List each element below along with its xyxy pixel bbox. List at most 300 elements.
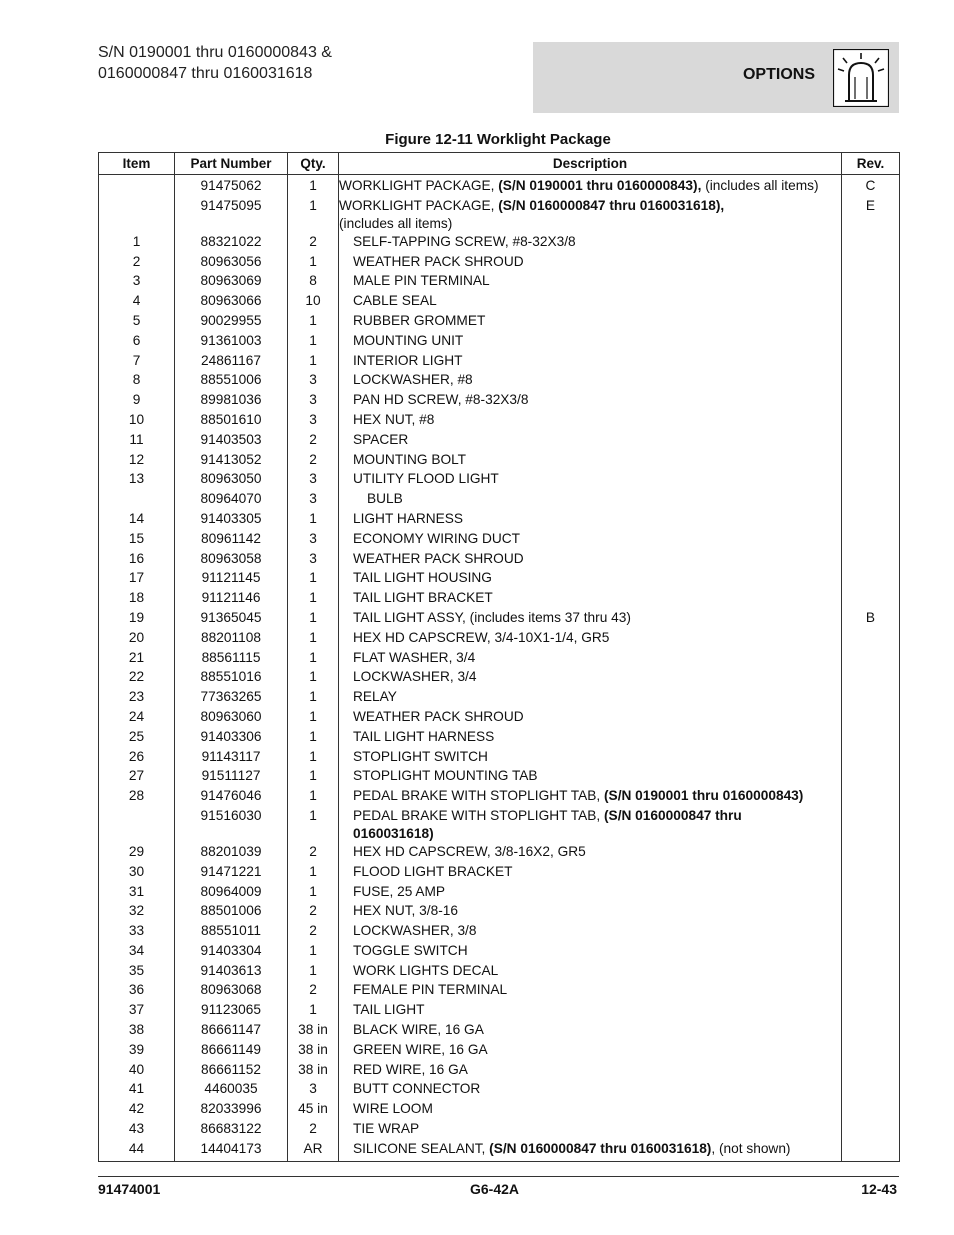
quantity: 1 xyxy=(288,589,339,609)
revision xyxy=(842,253,900,273)
part-number: 91365045 xyxy=(175,609,288,629)
column-header-rev: Rev. xyxy=(842,153,900,175)
quantity: 38 in xyxy=(288,1041,339,1061)
description-segment: TAIL LIGHT ASSY, (includes items 37 thru 43) xyxy=(353,609,631,625)
part-number: 91123065 xyxy=(175,1001,288,1021)
description xyxy=(339,1140,842,1161)
part-number: 80963068 xyxy=(175,981,288,1001)
quantity: 1 xyxy=(288,688,339,708)
part-number: 80963056 xyxy=(175,253,288,273)
revision xyxy=(842,843,900,863)
part-number: 86661149 xyxy=(175,1041,288,1061)
item-number: 3 xyxy=(99,272,175,292)
description xyxy=(339,1120,842,1140)
part-number: 86661152 xyxy=(175,1061,288,1081)
table-row xyxy=(99,649,900,669)
description xyxy=(339,1061,842,1081)
item-number: 8 xyxy=(99,371,175,391)
description xyxy=(339,787,842,807)
item-number: 7 xyxy=(99,352,175,372)
description-text xyxy=(339,312,841,330)
description-segment: (includes all items) xyxy=(339,215,453,231)
revision xyxy=(842,589,900,609)
description xyxy=(339,530,842,550)
part-number: 88321022 xyxy=(175,233,288,253)
description xyxy=(339,609,842,629)
item-number: 40 xyxy=(99,1061,175,1081)
item-number: 44 xyxy=(99,1140,175,1161)
revision xyxy=(842,550,900,570)
description-serial-range: (S/N 0190001 thru 0160000843), xyxy=(498,178,702,193)
description-segment: TAIL LIGHT HOUSING xyxy=(353,570,492,586)
item-number: 26 xyxy=(99,748,175,768)
description-segment: LOCKWASHER, 3/8 xyxy=(353,923,477,939)
description-segment: WEATHER PACK SHROUD xyxy=(353,253,524,269)
quantity: 3 xyxy=(288,550,339,570)
description xyxy=(339,748,842,768)
part-number: 80961142 xyxy=(175,530,288,550)
description-segment: HEX NUT, #8 xyxy=(353,411,435,427)
table-header-row xyxy=(99,153,900,175)
description-segment: TAIL LIGHT BRACKET xyxy=(353,590,493,606)
table-row xyxy=(99,510,900,530)
description xyxy=(339,292,842,312)
quantity: 2 xyxy=(288,233,339,253)
table-row xyxy=(99,1100,900,1120)
description-text xyxy=(339,569,841,587)
quantity: 1 xyxy=(288,767,339,787)
revision xyxy=(842,807,900,843)
revision xyxy=(842,490,900,510)
part-number: 91361003 xyxy=(175,332,288,352)
description-segment: BUTT CONNECTOR xyxy=(353,1081,481,1097)
part-number: 91413052 xyxy=(175,451,288,471)
quantity: 1 xyxy=(288,609,339,629)
quantity: 1 xyxy=(288,175,339,197)
description xyxy=(339,767,842,787)
description-text xyxy=(339,1041,841,1059)
part-number: 88551011 xyxy=(175,922,288,942)
item-number: 32 xyxy=(99,902,175,922)
description-text xyxy=(339,1080,841,1098)
description xyxy=(339,728,842,748)
table-row xyxy=(99,332,900,352)
description xyxy=(339,197,842,233)
revision xyxy=(842,1041,900,1061)
item-number: 27 xyxy=(99,767,175,787)
description xyxy=(339,649,842,669)
table-row xyxy=(99,728,900,748)
quantity: 3 xyxy=(288,470,339,490)
quantity: 10 xyxy=(288,292,339,312)
part-number: 89981036 xyxy=(175,391,288,411)
revision xyxy=(842,1021,900,1041)
quantity: 2 xyxy=(288,843,339,863)
description-text xyxy=(339,902,841,920)
quantity: 38 in xyxy=(288,1021,339,1041)
quantity: 1 xyxy=(288,807,339,843)
column-header-description: Description xyxy=(339,153,842,175)
description xyxy=(339,272,842,292)
table-row xyxy=(99,272,900,292)
item-number: 34 xyxy=(99,942,175,962)
description-segment: UTILITY FLOOD LIGHT xyxy=(353,471,499,487)
figure-title: Figure 12-11 Worklight Package xyxy=(385,131,611,148)
description-text xyxy=(339,178,819,193)
table-row xyxy=(99,942,900,962)
table-row xyxy=(99,451,900,471)
quantity: 1 xyxy=(288,312,339,332)
revision xyxy=(842,411,900,431)
part-number: 91121146 xyxy=(175,589,288,609)
description-text xyxy=(339,198,724,231)
revision xyxy=(842,569,900,589)
quantity: 2 xyxy=(288,451,339,471)
revision xyxy=(842,629,900,649)
description-segment: WIRE LOOM xyxy=(353,1101,433,1117)
item-number: 4 xyxy=(99,292,175,312)
description-segment: FEMALE PIN TERMINAL xyxy=(353,982,508,998)
description-segment: MOUNTING UNIT xyxy=(353,332,464,348)
item-number: 37 xyxy=(99,1001,175,1021)
quantity: 8 xyxy=(288,272,339,292)
description-segment: TOGGLE SWITCH xyxy=(353,942,468,958)
description-text xyxy=(339,233,841,251)
description xyxy=(339,490,842,510)
description-segment: PEDAL BRAKE WITH STOPLIGHT TAB, xyxy=(353,788,604,804)
item-number: 36 xyxy=(99,981,175,1001)
serial-range xyxy=(98,42,332,84)
description xyxy=(339,981,842,1001)
description-text xyxy=(339,728,841,746)
revision: C xyxy=(842,175,900,197)
part-number: 91403305 xyxy=(175,510,288,530)
description-segment: CABLE SEAL xyxy=(353,293,437,309)
description-text xyxy=(339,863,841,881)
footer-model: G6-42A xyxy=(470,1181,520,1197)
part-number: 91403306 xyxy=(175,728,288,748)
table-row xyxy=(99,391,900,411)
item-number xyxy=(99,175,175,197)
quantity: 1 xyxy=(288,863,339,883)
item-number: 20 xyxy=(99,629,175,649)
revision xyxy=(842,233,900,253)
description-text xyxy=(339,668,841,686)
description-segment: RUBBER GROMMET xyxy=(353,312,486,328)
item-number: 14 xyxy=(99,510,175,530)
column-header-item: Item xyxy=(99,153,175,175)
revision xyxy=(842,312,900,332)
item-number xyxy=(99,490,175,510)
description-segment: PAN HD SCREW, #8-32X3/8 xyxy=(353,392,529,408)
revision xyxy=(842,902,900,922)
description xyxy=(339,1041,842,1061)
revision xyxy=(842,962,900,982)
revision xyxy=(842,470,900,490)
quantity: 1 xyxy=(288,332,339,352)
description xyxy=(339,942,842,962)
description-text xyxy=(339,922,841,940)
description-text xyxy=(339,292,841,310)
description-segment: LIGHT HARNESS xyxy=(353,510,464,526)
revision xyxy=(842,1061,900,1081)
description xyxy=(339,451,842,471)
footer-doc-number: 91474001 xyxy=(98,1181,161,1197)
item-number: 29 xyxy=(99,843,175,863)
description-text xyxy=(339,550,841,568)
table-row xyxy=(99,1140,900,1161)
part-number: 80963069 xyxy=(175,272,288,292)
item-number: 23 xyxy=(99,688,175,708)
description-text xyxy=(339,451,841,469)
table-row xyxy=(99,748,900,768)
description xyxy=(339,589,842,609)
description-text xyxy=(339,843,841,861)
description-segment: WEATHER PACK SHROUD xyxy=(353,708,524,724)
part-number: 91403613 xyxy=(175,962,288,982)
item-number: 9 xyxy=(99,391,175,411)
quantity: 1 xyxy=(288,748,339,768)
description-text xyxy=(339,411,841,429)
part-number: 88501006 xyxy=(175,902,288,922)
table-row xyxy=(99,1061,900,1081)
item-number: 33 xyxy=(99,922,175,942)
table-row xyxy=(99,962,900,982)
table-row xyxy=(99,883,900,903)
description-text xyxy=(339,787,841,805)
part-number: 91476046 xyxy=(175,787,288,807)
quantity: 1 xyxy=(288,510,339,530)
description xyxy=(339,708,842,728)
revision xyxy=(842,1080,900,1100)
table-row xyxy=(99,922,900,942)
description-segment: PEDAL BRAKE WITH STOPLIGHT TAB, xyxy=(353,807,604,823)
description-serial-range: 0160031618) xyxy=(353,825,434,841)
revision xyxy=(842,332,900,352)
item-number: 42 xyxy=(99,1100,175,1120)
description-segment: HEX HD CAPSCREW, 3/4-10X1-1/4, GR5 xyxy=(353,629,610,645)
description-segment: BULB xyxy=(367,491,403,507)
table-row xyxy=(99,688,900,708)
description-text xyxy=(339,649,841,667)
quantity: 2 xyxy=(288,431,339,451)
revision xyxy=(842,787,900,807)
quantity: 1 xyxy=(288,728,339,748)
table-row xyxy=(99,431,900,451)
description-text xyxy=(339,371,841,389)
footer-page-number: 12-43 xyxy=(861,1181,897,1197)
description-text xyxy=(339,431,841,449)
table-row xyxy=(99,668,900,688)
quantity: 45 in xyxy=(288,1100,339,1120)
column-header-qty: Qty. xyxy=(288,153,339,175)
table-row xyxy=(99,1021,900,1041)
description-text xyxy=(339,1140,841,1158)
part-number: 24861167 xyxy=(175,352,288,372)
revision xyxy=(842,371,900,391)
item-number: 28 xyxy=(99,787,175,807)
table-row xyxy=(99,197,900,233)
description-text xyxy=(339,1061,841,1079)
revision xyxy=(842,530,900,550)
description xyxy=(339,569,842,589)
description-text xyxy=(339,253,841,271)
revision xyxy=(842,1100,900,1120)
description-segment: ECONOMY WIRING DUCT xyxy=(353,530,521,546)
description-text xyxy=(339,1021,841,1039)
column-header-part-number: Part Number xyxy=(175,153,288,175)
description xyxy=(339,312,842,332)
description-text xyxy=(339,942,841,960)
table-row xyxy=(99,902,900,922)
description-text xyxy=(339,470,841,488)
part-number: 91403304 xyxy=(175,942,288,962)
description-segment: WEATHER PACK SHROUD xyxy=(353,550,524,566)
description-segment: WORKLIGHT PACKAGE, xyxy=(339,197,499,213)
page-footer xyxy=(98,1176,899,1197)
quantity: 1 xyxy=(288,787,339,807)
table-row xyxy=(99,371,900,391)
description xyxy=(339,431,842,451)
revision xyxy=(842,863,900,883)
description xyxy=(339,843,842,863)
revision: B xyxy=(842,609,900,629)
parts-table xyxy=(98,152,900,1162)
quantity: 1 xyxy=(288,649,339,669)
quantity: 2 xyxy=(288,1120,339,1140)
description-segment: TIE WRAP xyxy=(353,1121,420,1137)
revision xyxy=(842,1120,900,1140)
description xyxy=(339,1021,842,1041)
section-label: OPTIONS xyxy=(742,66,815,83)
revision xyxy=(842,883,900,903)
description-segment: STOPLIGHT MOUNTING TAB xyxy=(353,768,538,784)
part-number: 91143117 xyxy=(175,748,288,768)
part-number: 86683122 xyxy=(175,1120,288,1140)
table-row xyxy=(99,292,900,312)
item-number: 31 xyxy=(99,883,175,903)
description-text xyxy=(339,688,841,706)
description-text xyxy=(339,981,841,999)
table-row xyxy=(99,863,900,883)
description xyxy=(339,391,842,411)
quantity: 3 xyxy=(288,371,339,391)
table-row xyxy=(99,312,900,332)
description-text xyxy=(339,589,841,607)
item-number: 41 xyxy=(99,1080,175,1100)
description-text xyxy=(339,629,841,647)
part-number: 91475062 xyxy=(175,175,288,197)
description xyxy=(339,863,842,883)
part-number: 80963060 xyxy=(175,708,288,728)
quantity: 1 xyxy=(288,1001,339,1021)
description-segment: MALE PIN TERMINAL xyxy=(353,273,490,289)
revision xyxy=(842,391,900,411)
item-number: 5 xyxy=(99,312,175,332)
description-segment: FLOOD LIGHT BRACKET xyxy=(353,863,513,879)
table-row xyxy=(99,609,900,629)
description xyxy=(339,1001,842,1021)
description-text xyxy=(339,962,841,980)
description-segment: GREEN WIRE, 16 GA xyxy=(353,1041,488,1057)
table-row xyxy=(99,411,900,431)
quantity: 3 xyxy=(288,1080,339,1100)
revision xyxy=(842,1140,900,1161)
part-number: 80964070 xyxy=(175,490,288,510)
description-text xyxy=(339,352,841,370)
part-number: 88551016 xyxy=(175,668,288,688)
quantity: AR xyxy=(288,1140,339,1161)
revision xyxy=(842,942,900,962)
item-number: 13 xyxy=(99,470,175,490)
description-segment: HEX NUT, 3/8-16 xyxy=(353,903,458,919)
part-number: 77363265 xyxy=(175,688,288,708)
description xyxy=(339,1100,842,1120)
table-row xyxy=(99,569,900,589)
part-number: 91403503 xyxy=(175,431,288,451)
quantity: 1 xyxy=(288,668,339,688)
part-number: 80963058 xyxy=(175,550,288,570)
description-segment: , (not shown) xyxy=(711,1140,791,1156)
description xyxy=(339,175,842,197)
revision xyxy=(842,510,900,530)
description-serial-range: (S/N 0160000847 thru 0160031618), xyxy=(498,197,725,213)
description-text xyxy=(339,1100,841,1118)
description xyxy=(339,332,842,352)
description-segment: SELF-TAPPING SCREW, #8-32X3/8 xyxy=(353,233,576,249)
part-number: 80964009 xyxy=(175,883,288,903)
item-number xyxy=(99,197,175,233)
item-number: 35 xyxy=(99,962,175,982)
revision xyxy=(842,708,900,728)
description-segment: WORK LIGHTS DECAL xyxy=(353,962,499,978)
description-serial-range: (S/N 0160000847 thru xyxy=(604,807,742,823)
quantity: 1 xyxy=(288,569,339,589)
item-number: 38 xyxy=(99,1021,175,1041)
description-segment: SILICONE SEALANT, xyxy=(353,1140,490,1156)
table-row xyxy=(99,981,900,1001)
part-number: 91511127 xyxy=(175,767,288,787)
revision xyxy=(842,292,900,312)
revision xyxy=(842,431,900,451)
part-number: 91471221 xyxy=(175,863,288,883)
serial-line-2: 0160000847 thru 0160031618 xyxy=(98,65,313,82)
revision xyxy=(842,352,900,372)
revision xyxy=(842,728,900,748)
description-text xyxy=(339,767,841,785)
revision xyxy=(842,767,900,787)
part-number: 91516030 xyxy=(175,807,288,843)
description-segment: MOUNTING BOLT xyxy=(353,451,467,467)
part-number: 91121145 xyxy=(175,569,288,589)
revision xyxy=(842,1001,900,1021)
item-number: 22 xyxy=(99,668,175,688)
part-number: 88551006 xyxy=(175,371,288,391)
table-row xyxy=(99,253,900,273)
item-number: 10 xyxy=(99,411,175,431)
quantity: 3 xyxy=(288,391,339,411)
revision xyxy=(842,922,900,942)
description-serial-range: (S/N 0160000847 thru 0160031618) xyxy=(489,1140,712,1156)
description xyxy=(339,352,842,372)
item-number: 15 xyxy=(99,530,175,550)
description-text xyxy=(339,332,841,350)
quantity: 3 xyxy=(288,530,339,550)
quantity: 1 xyxy=(288,962,339,982)
table-row xyxy=(99,1001,900,1021)
description-segment: RELAY xyxy=(353,689,397,705)
description-text xyxy=(339,272,841,290)
